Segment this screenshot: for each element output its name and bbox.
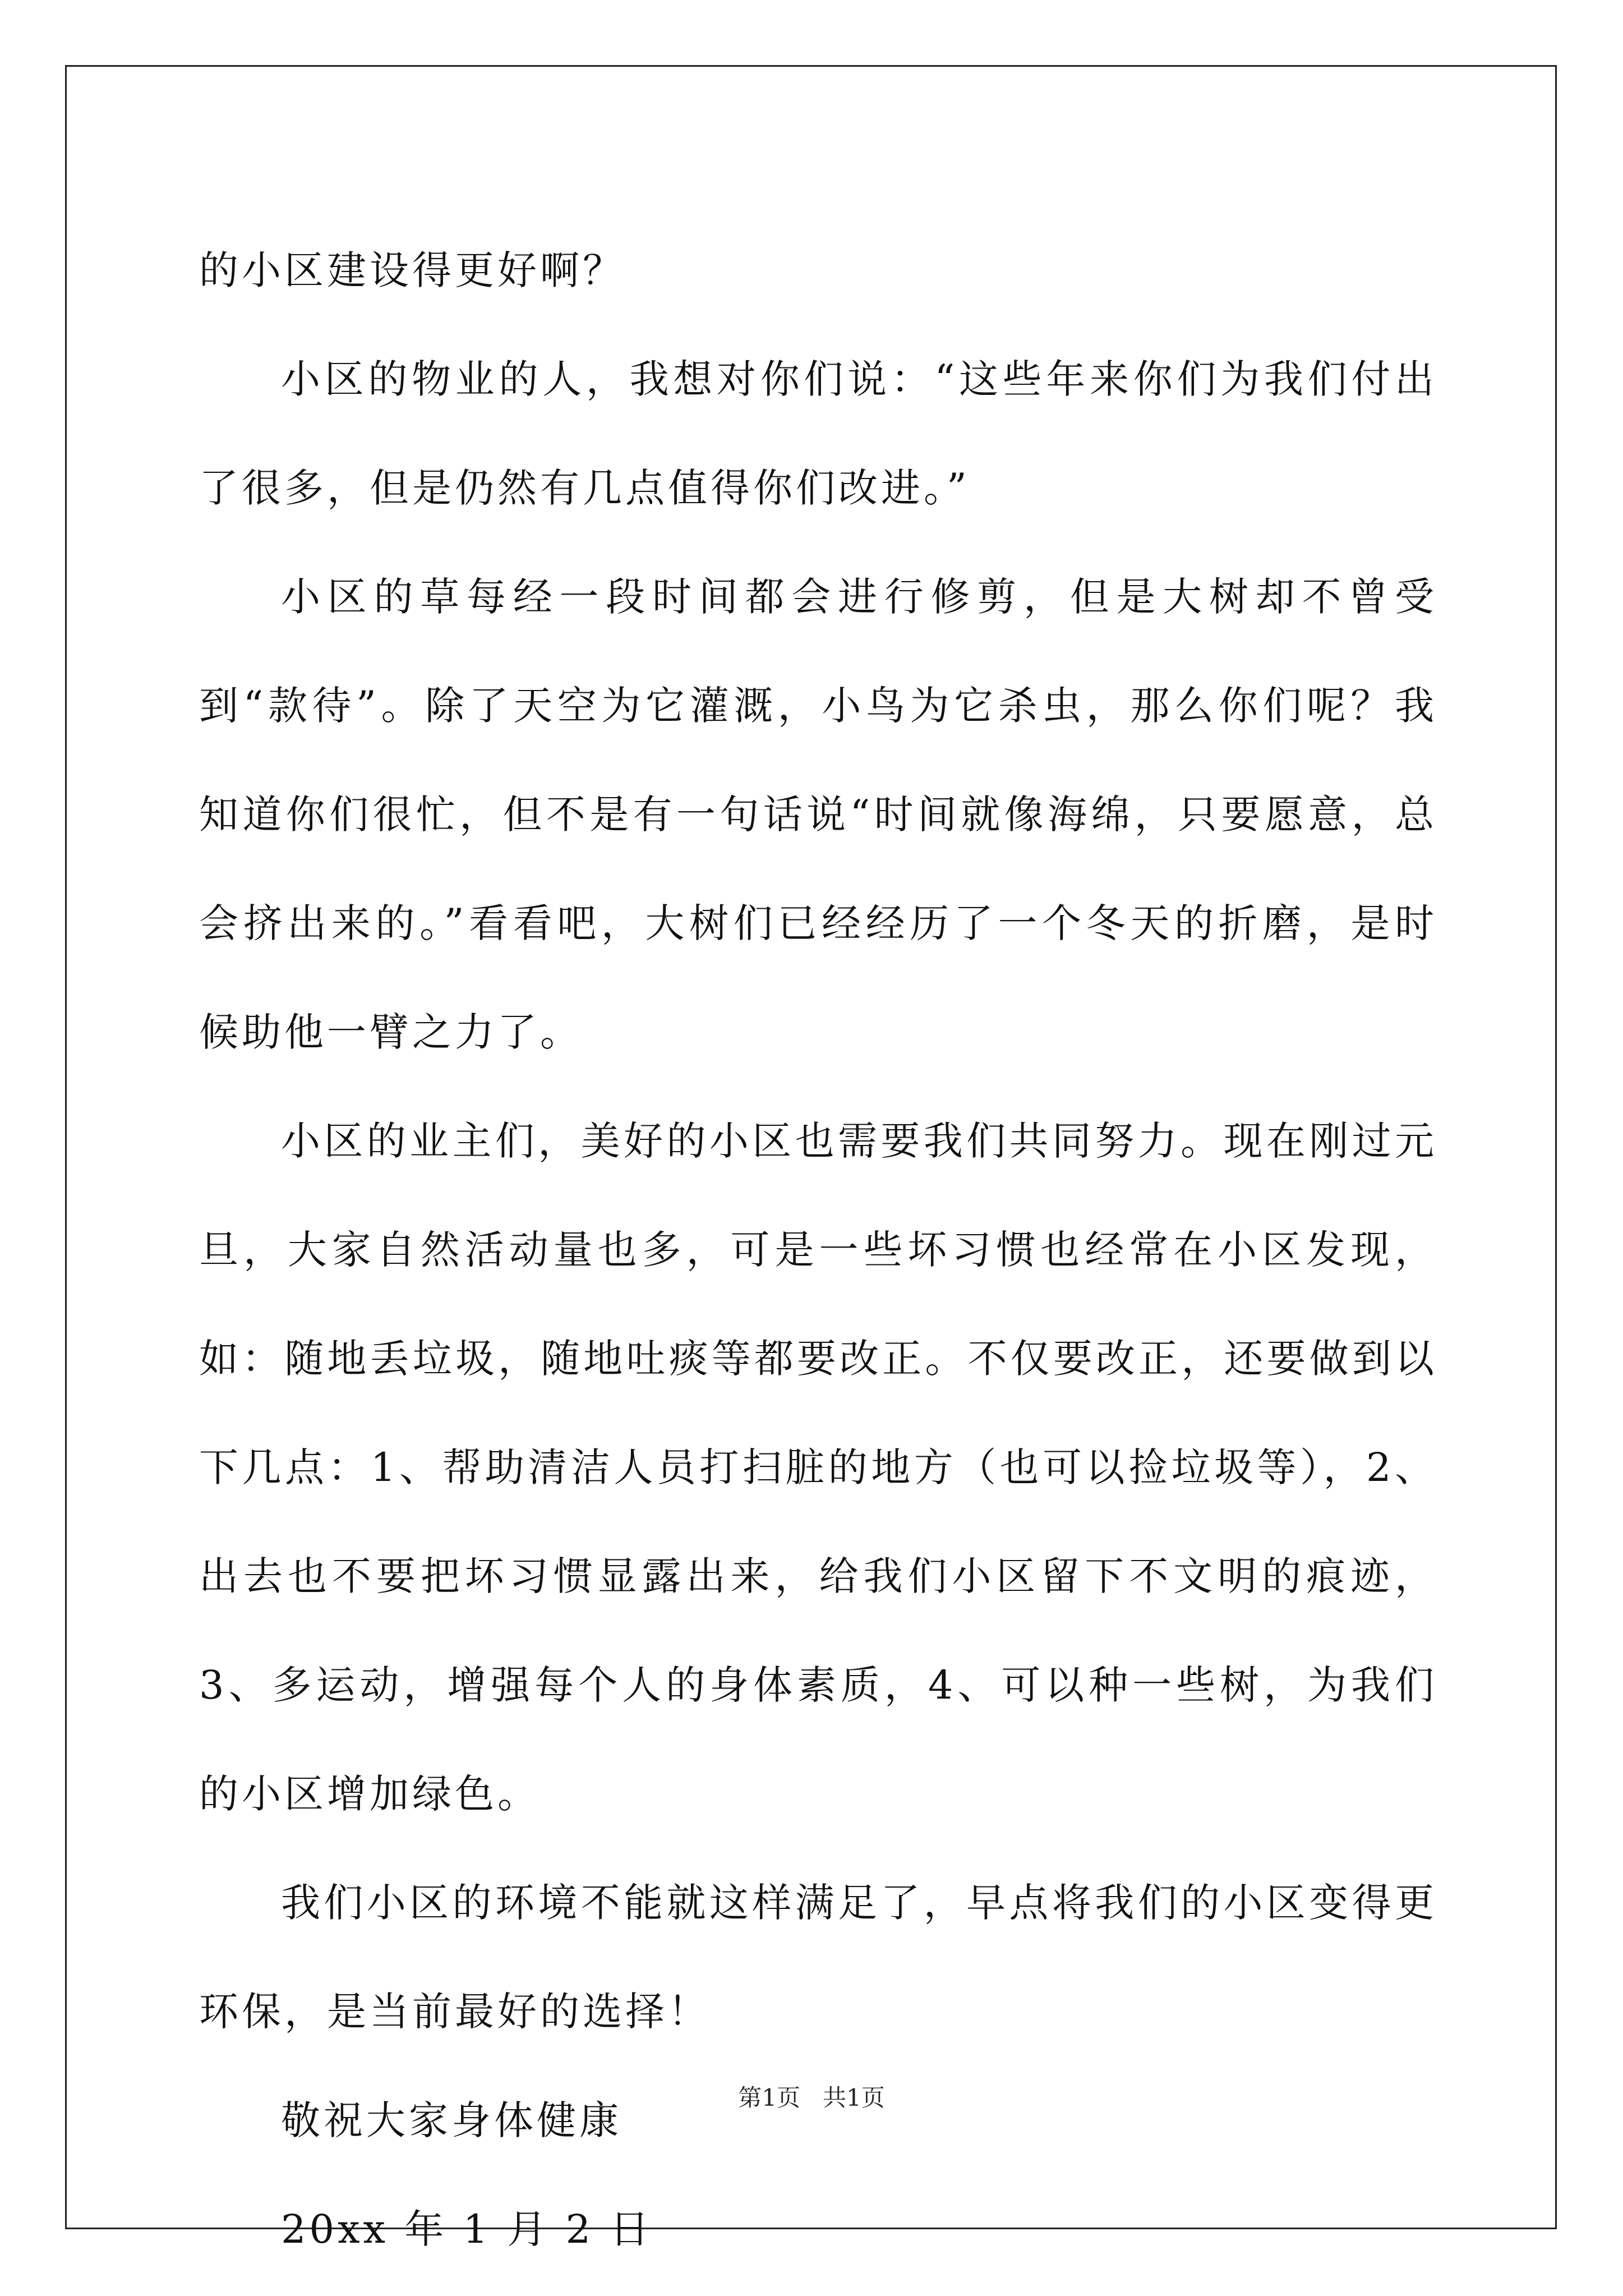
- letter-date: 20xx 年 1 月 2 日: [281, 2206, 653, 2252]
- closing-wish: 敬祝大家身体健康: [281, 2097, 622, 2143]
- paragraph-trees: 小区的草每经一段时间都会进行修剪，但是大树却不曾受到“款待”。除了天空为它灌溉，小鸟为它杀虫，那么你们呢？我知道你们很忙，但不是有一句话说“时间就像海绵，只要愿意，总会挤出来的。”看看吧，大树们已经经历了一个冬天的折磨，是时候助他一臂之力了。: [199, 574, 1437, 1055]
- paragraph-environment: 我们小区的环境不能就这样满足了，早点将我们的小区变得更环保，是当前最好的选择！: [199, 1880, 1437, 2035]
- paragraph-residents: 小区的业主们，美好的小区也需要我们共同努力。现在刚过元旦，大家自然活动量也多，可是一些坏习惯也经常在小区发现，如：随地丢垃圾，随地吐痰等都要改正。不仅要改正，还要做到以下几点：1、帮助清洁人员打扫脏的地方（也可以捡垃圾等），2、出去也不要把坏习惯显露出来，给我们小区留下不文明的痕迹，3、多运动，增强每个人的身体素质，4、可以种一些树，为我们的小区增加绿色。: [199, 1118, 1437, 1817]
- paragraph-property-management: 小区的物业的人，我想对你们说：“这些年来你们为我们付出了很多，但是仍然有几点值得你们改进。”: [199, 356, 1437, 511]
- page-number-footer: 第1页 共1页: [738, 2084, 885, 2111]
- letter-body: [199, 216, 1437, 2284]
- paragraph-continuation: 的小区建设得更好啊？: [199, 247, 625, 293]
